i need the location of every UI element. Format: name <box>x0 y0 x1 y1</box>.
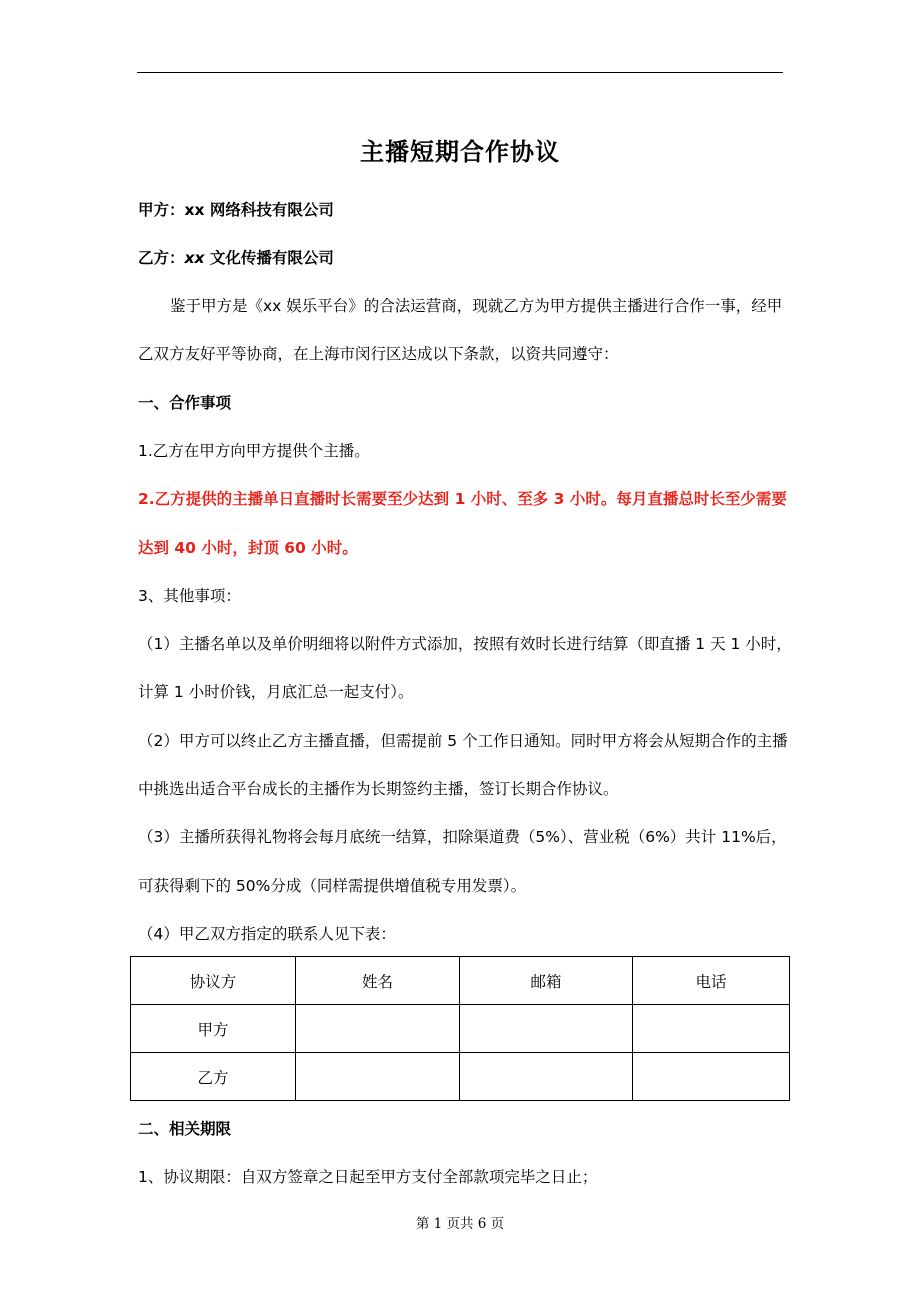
table-header-cell: 协议方 <box>131 957 296 1005</box>
table-cell <box>460 1053 633 1101</box>
section-1-item-3: 3、其他事项： <box>138 587 241 605</box>
page-footer: 第 1 页共 6 页 <box>415 1216 505 1232</box>
table-row <box>131 1005 790 1053</box>
sub-item-2-line-1: （2）甲方可以终止乙方主播直播，但需提前 5 个工作日通知。同时甲方将会从短期合作的主播 <box>138 732 788 750</box>
section-2-item-1: 1、协议期限：自双方签章之日起至甲方支付全部款项完毕之日止； <box>138 1168 598 1186</box>
table-header-row <box>131 957 790 1005</box>
party-b <box>138 247 334 269</box>
preamble-line-1: 鉴于甲方是《xx 娱乐平台》的合法运营商，现就乙方为甲方提供主播进行合作一事，经甲 <box>170 297 783 315</box>
table-cell: 乙方 <box>131 1053 296 1101</box>
sub-item-2-line-2: 中挑选出适合平台成长的主播作为长期签约主播，签订长期合作协议。 <box>138 780 619 798</box>
section-1-item-1: 1.乙方在甲方向甲方提供个主播。 <box>138 442 370 460</box>
table-cell <box>296 1053 460 1101</box>
header-rule <box>137 72 783 73</box>
table-cell: 甲方 <box>131 1005 296 1053</box>
section-1-item-2-line-1: 2.乙方提供的主播单日直播时长需要至少达到 1 小时、至多 3 小时。每月直播总时长至少需要 <box>138 490 787 508</box>
section-1-item-2-line-2: 达到 40 小时，封顶 60 小时。 <box>138 539 358 557</box>
contacts-table <box>130 956 790 1101</box>
party-a: 甲方：xx 网络科技有限公司 <box>138 201 334 219</box>
table-cell <box>296 1005 460 1053</box>
sub-item-4: （4）甲乙双方指定的联系人见下表： <box>138 925 396 943</box>
table-cell <box>633 1005 790 1053</box>
sub-item-3-line-1: （3）主播所获得礼物将会每月底统一结算，扣除渠道费（5%）、营业税（6%）共计 11%后， <box>138 828 787 846</box>
party-b-rest: 文化传播有限公司 <box>204 249 334 267</box>
preamble-line-2: 乙双方友好平等协商，在上海市闵行区达成以下条款，以资共同遵守： <box>138 345 619 363</box>
table-header-cell: 电话 <box>633 957 790 1005</box>
table-cell <box>460 1005 633 1053</box>
sub-item-1-line-1: （1）主播名单以及单价明细将以附件方式添加，按照有效时长进行结算（即直播 1 天 1 小时， <box>138 635 792 653</box>
sub-item-3-line-2: 可获得剩下的 50%分成（同样需提供增值税专用发票）。 <box>138 877 527 895</box>
party-b-xx: xx <box>184 249 205 267</box>
table-header-cell: 邮箱 <box>460 957 633 1005</box>
section-1-heading: 一、合作事项 <box>138 394 232 412</box>
party-b-prefix: 乙方： <box>138 249 185 267</box>
sub-item-1-line-2: 计算 1 小时价钱，月底汇总一起支付）。 <box>138 683 414 701</box>
table-header-cell: 姓名 <box>296 957 460 1005</box>
table-cell <box>633 1053 790 1101</box>
table-row <box>131 1053 790 1101</box>
section-2-heading: 二、相关期限 <box>138 1120 232 1138</box>
document-title: 主播短期合作协议 <box>360 138 560 166</box>
